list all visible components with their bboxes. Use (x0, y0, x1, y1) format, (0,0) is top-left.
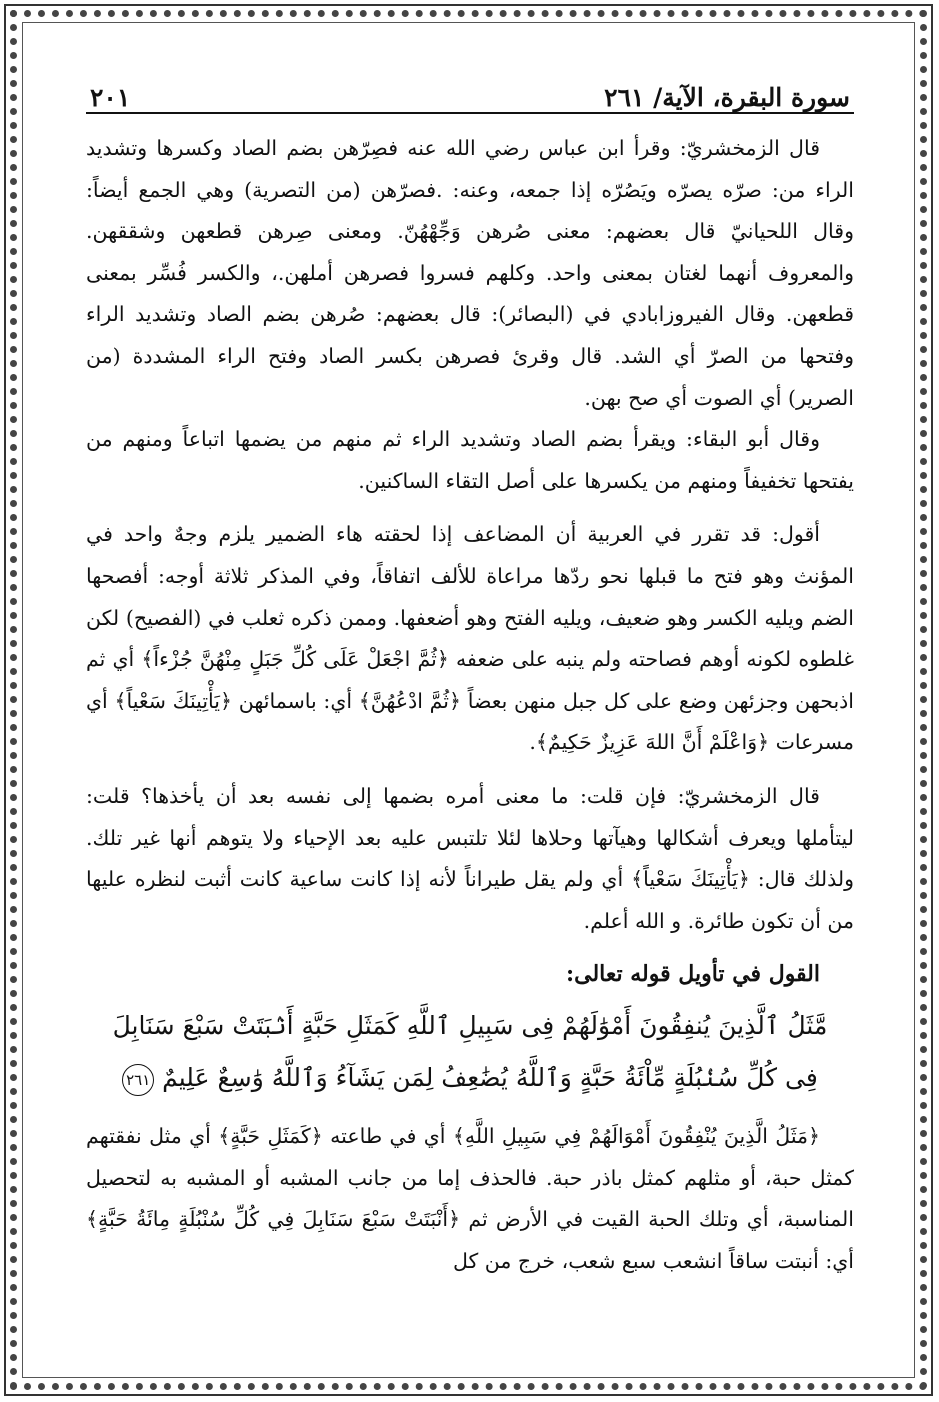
paragraph-tafsir: ﴿مَثَلُ الَّذِينَ يُنْفِقُونَ أَمْوَالَهُمْ فِي سَبِيلِ اللَّهِ﴾ أي في طاعته ﴿كَمَثَلِ حَبَّةٍ﴾ أي مثل نفقتهم كمثل حبة، أو مثلهم كمثل باذر حبة. فالحذف إما من جانب المشبه أو المشبه به لتحصيل المناسبة، أي وتلك الحبة القيت في الأرض ثم ﴿أَنْبَتَتْ سَبْعَ سَنَابِلَ فِي كُلِّ سُنْبُلَةٍ مِائَةُ حَبَّةٍ﴾ أي: أنبتت ساقاً انشعب سبع شعب، خرج من كل (86, 1124, 854, 1274)
paragraph-aqulu: أقول: قد تقرر في العربية أن المضاعف إذا لحقته هاء الضمير يلزم وجهٌ واحد في المؤنث وهو فتح ما قبلها نحو ردّها مراعاة للألف اتفاقاً، وفي المذكر ثلاثة أوجه: أفصحها الضم ويليه الكسر وهو ضعيف، ويليه الفتح وهو أضعفها. وممن ذكره ثعلب في (الفصيح) لكن غلطوه لكونه أوهم فصاحته ولم ينبه على ضعفه ﴿ثُمَّ اجْعَلْ عَلَى كُلِّ جَبَلٍ مِنْهُنَّ جُزْءاً﴾ أي ثم اذبحهن وجزئهن وضع على كل جبل منهن بعضاً ﴿ثُمَّ ادْعُهُنَّ﴾ أي: باسمائهن ﴿يَأْتِينَكَ سَعْياً﴾ أي مسرعات ﴿وَاعْلَمْ أَنَّ اللهَ عَزِيزٌ حَكِيمٌ﴾. (86, 522, 854, 755)
ayah-number-marker: ٢٦١ (122, 1064, 154, 1096)
quran-verse (86, 1000, 854, 1104)
page-content (86, 128, 854, 1283)
quran-verse-text: مَّثَلُ ٱلَّذِينَ يُنفِقُونَ أَمْوَٰلَهُمْ فِى سَبِيلِ ٱللَّهِ كَمَثَلِ حَبَّةٍ أَنۢبَتَتْ سَبْعَ سَنَابِلَ فِى كُلِّ سُنۢبُلَةٍ مِّاْئَةُ حَبَّةٍ وَٱللَّهُ يُضَٰعِفُ لِمَن يَشَآءُ وَٱللَّهُ وَٰسِعٌ عَلِيمٌ (112, 1011, 828, 1093)
surah-label: سورة البقرة، الآية/ ٢٦١ (604, 83, 850, 112)
paragraph-zamakhshari-reading: قال الزمخشريّ: وقرأ ابن عباس رضي الله عنه فصِرّهن بضم الصاد وكسرها وتشديد الراء من: صرّه يصرّه ويَصُرّه إذا جمعه، وعنه: .فصرّهن (من التصرية) وهي الجمع أيضاً: وقال اللحيانيّ قال بعضهم: معنى صُرهن وَجِّهْهُنّ. ومعنى صِرهن قطعهن وشققهن. والمعروف أنهما لغتان بمعنى واحد. وكلهم فسروا فصرهن أملهن.، والكسر فُسِّر بمعنى قطعهن. وقال الفيروزابادي في (البصائر): قال بعضهم: صُرهن بضم الصاد وتشديد الراء وفتحها من الصرّ أي الشد. قال وقرئ فصرهن بكسر الصاد وفتح الراء المشددة (من الصرير) أي الصوت أي صح بهن. (86, 136, 854, 410)
running-header (86, 70, 854, 114)
paragraph-abu-al-baqa: وقال أبو البقاء: ويقرأ بضم الصاد وتشديد الراء ثم منهم من يضمها اتباعاً ومنهم من يفتحها تخفيفاً ومنهم من يكسرها على أصل التقاء الساكنين. (86, 427, 854, 493)
page-number: ٢٠١ (90, 83, 131, 112)
section-heading: القول في تأويل قوله تعالى: (566, 961, 820, 988)
paragraph-zamakhshari-question: قال الزمخشريّ: فإن قلت: ما معنى أمره بضمها إلى نفسه بعد أن يأخذها؟ قلت: ليتأملها ويعرف أشكالها وهيآتها وحلاها لئلا تلتبس عليه بعد الإحياء ولا يتوهم أنها غير تلك. ولذلك قال: ﴿يَأْتِينَكَ سَعْياً﴾ أي ولم يقل طيراناً لأنه إذا كانت ساعية كانت أثبت لنظره عليها من أن تكون طائرة. و الله أعلم. (86, 783, 854, 933)
book-page (86, 70, 854, 1370)
